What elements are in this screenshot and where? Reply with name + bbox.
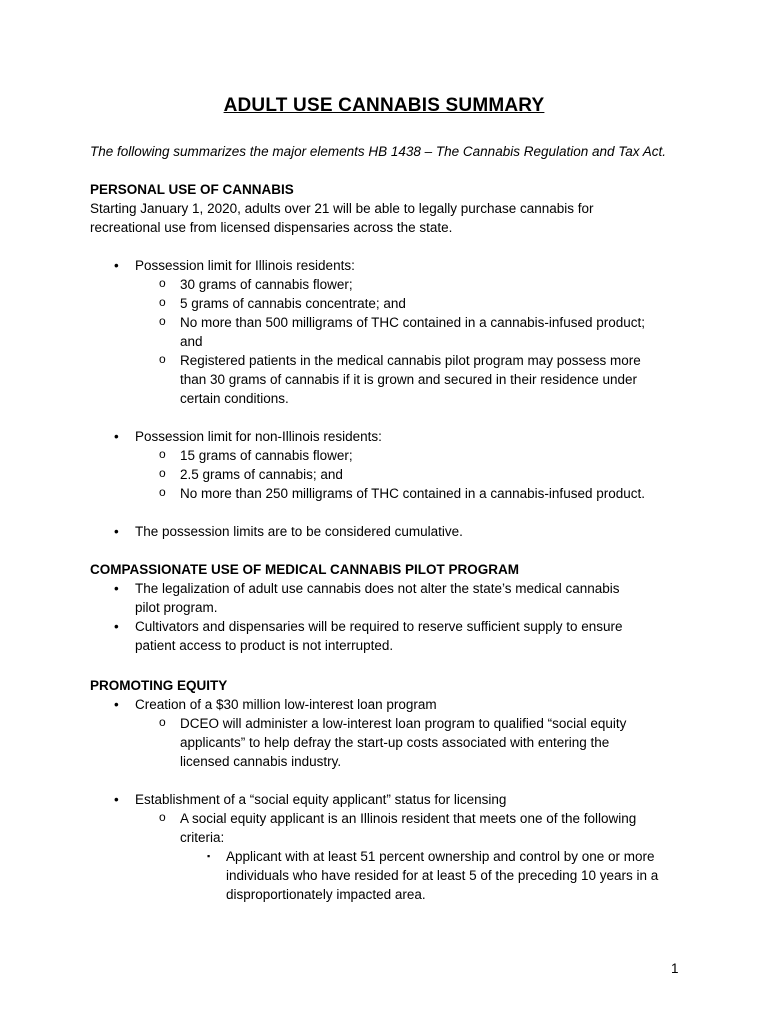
- square-marker: ▪: [207, 851, 211, 861]
- bullet-marker: •: [114, 792, 119, 807]
- circle-marker: o: [159, 715, 166, 729]
- circle-marker: o: [159, 352, 166, 366]
- list-subitem: o 15 grams of cannabis flower;: [159, 447, 353, 463]
- list-item: • The legalization of adult use cannabis does not alter the state’s medical cannabis pilot program.: [114, 581, 620, 615]
- list-subsubitem: ▪ Applicant with at least 51 percent ownership and control by one or more individuals who have resided for at least 5 of the preceding 10 years in a disproportionately impacted area.: [207, 849, 659, 902]
- page-number: 1: [671, 961, 679, 976]
- list-subitem: o A social equity applicant is an Illinois resident that meets one of the following criteria:: [159, 810, 637, 845]
- document-title: ADULT USE CANNABIS SUMMARY: [223, 95, 545, 116]
- circle-marker: o: [159, 466, 166, 480]
- bullet-marker: •: [114, 697, 119, 712]
- list-subitem: o Registered patients in the medical cannabis pilot program may possess more than 30 grams of cannabis if it is grown and secured in their residence under certain conditions.: [159, 352, 641, 406]
- circle-marker: o: [159, 276, 166, 290]
- section-compassionate-use: [90, 560, 690, 655]
- list-subitem: o No more than 250 milligrams of THC contained in a cannabis-infused product.: [159, 485, 645, 501]
- bullet-marker: •: [114, 429, 119, 444]
- list-subitem: o DCEO will administer a low-interest loan program to qualified “social equity applicants” to help defray the start-up costs associated with entering the licensed cannabis industry.: [159, 715, 627, 769]
- bullet-marker: •: [114, 258, 119, 273]
- bullet-list: [90, 579, 690, 655]
- list-subitem: o No more than 500 milligrams of THC contained in a cannabis-infused product; and: [159, 314, 645, 349]
- bullet-marker: •: [114, 581, 119, 596]
- section-personal-use: [90, 180, 690, 541]
- circle-marker: o: [159, 810, 166, 824]
- section-promoting-equity: [90, 676, 690, 904]
- section-paragraph: Starting January 1, 2020, adults over 21 will be able to legally purchase cannabis for recreational use from licensed dispensaries across the state.: [90, 201, 594, 235]
- bullet-list: [90, 427, 690, 503]
- bullet-list: [90, 522, 690, 541]
- section-heading: PROMOTING EQUITY: [90, 678, 228, 693]
- list-item: • Creation of a $30 million low-interest loan program: [114, 697, 437, 712]
- section-heading: COMPASSIONATE USE OF MEDICAL CANNABIS PILOT PROGRAM: [90, 562, 520, 577]
- list-subitem: o 30 grams of cannabis flower;: [159, 276, 353, 292]
- list-item: • Possession limit for non-Illinois residents:: [114, 429, 382, 444]
- circle-marker: o: [159, 295, 166, 309]
- circle-marker: o: [159, 447, 166, 461]
- circle-marker: o: [159, 314, 166, 328]
- bullet-list: [90, 790, 690, 904]
- list-subitem: o 5 grams of cannabis concentrate; and: [159, 295, 406, 311]
- list-subitem: o 2.5 grams of cannabis; and: [159, 466, 343, 482]
- list-item: • The possession limits are to be considered cumulative.: [114, 524, 463, 539]
- list-item: • Possession limit for Illinois residents:: [114, 258, 355, 273]
- list-item: • Establishment of a “social equity applicant” status for licensing: [114, 792, 507, 807]
- bullet-list: [90, 695, 690, 771]
- bullet-marker: •: [114, 524, 119, 539]
- section-heading: PERSONAL USE OF CANNABIS: [90, 182, 294, 197]
- bullet-marker: •: [114, 619, 119, 634]
- intro-text: The following summarizes the major elements HB 1438 – The Cannabis Regulation and Tax Act.: [90, 144, 667, 159]
- bullet-list: [90, 256, 690, 408]
- circle-marker: o: [159, 485, 166, 499]
- list-item: • Cultivators and dispensaries will be required to reserve sufficient supply to ensure patient access to product is not interrupted.: [114, 619, 623, 653]
